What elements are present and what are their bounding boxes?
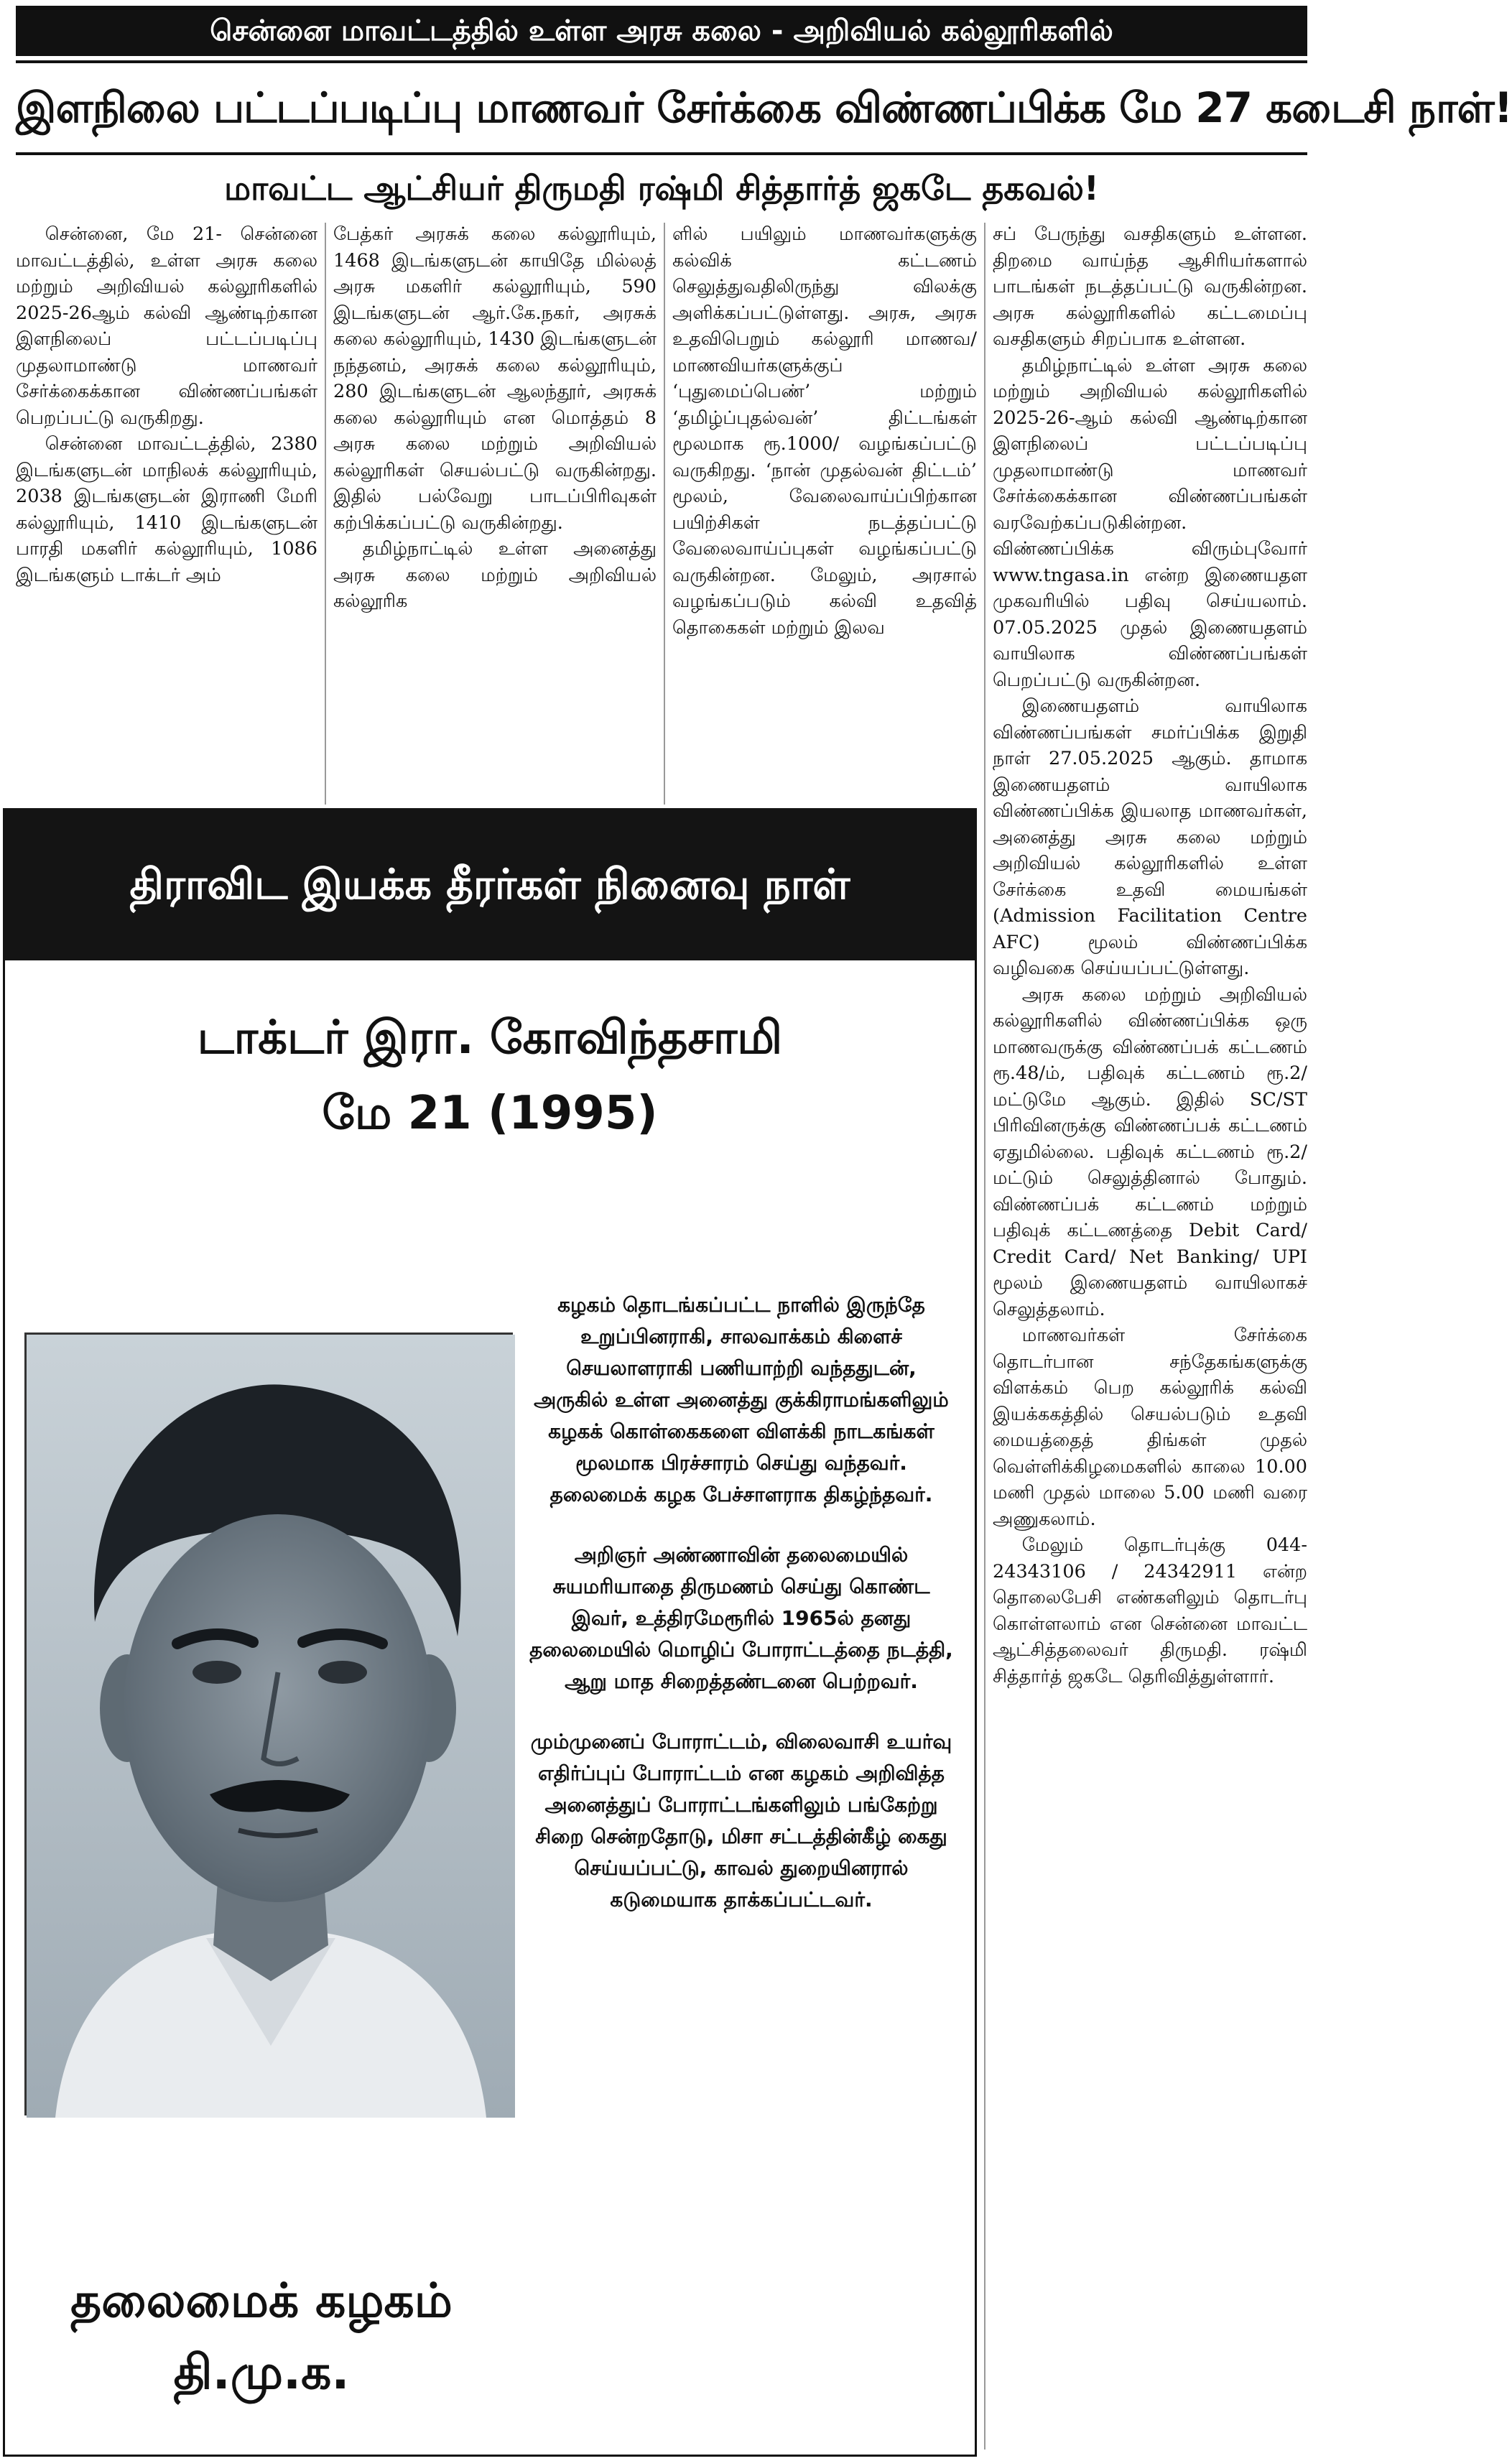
divider — [16, 152, 1307, 155]
paragraph: ளில் பயிலும் மாணவர்களுக்கு கல்விக் கட்டணம் செலுத்துவதிலிருந்து விலக்கு அளிக்கப்பட்டுள்ளது. அரசு, அரசு உதவிபெறும் கல்லூரி மாணவ/மாணவியர்களுக்குப் ‘புதுமைப்பெண்’ மற்றும் ‘தமிழ்ப்புதல்வன்’ திட்டங்கள் மூலமாக ரூ.1000/ வழங்கப்பட்டு வருகிறது. ‘நான் முதல்வன் திட்டம்’ மூலம், வேலைவாய்ப்பிற்கான பயிற்சிகள் நடத்தப்பட்டு வேலைவாய்ப்புகள் வழங்கப்பட்டு வருகின்றன. மேலும், அரசால் வழங்கப்படும் கல்வி உதவித் தொகைகள் மற்றும் இலவ — [672, 223, 977, 639]
top-banner: சென்னை மாவட்டத்தில் உள்ள அரசு கலை - அறிவியல் கல்லூரிகளில் — [16, 6, 1307, 56]
portrait-photo — [24, 1333, 513, 2115]
column-separator — [984, 223, 985, 2450]
memorial-ad-heading: திராவிட இயக்க தீரர்கள் நினைவு நாள் — [3, 808, 977, 960]
column-separator — [325, 223, 326, 805]
paragraph: அரசு கலை மற்றும் அறிவியல் கல்லூரிகளில் விண்ணப்பிக்க ஒரு மாணவருக்கு விண்ணப்பக் கட்டணம் ரூ.48/ம், பதிவுக் கட்டணம் ரூ.2/ மட்டுமே ஆகும். இதில் SC/ST பிரிவினருக்கு விண்ணப்பக் கட்டணம் ஏதுமில்லை. பதிவுக் கட்டணம் ரூ.2/ மட்டும் செலுத்தினால் போதும். விண்ணப்பக் கட்டணம் மற்றும் பதிவுக் கட்டணத்தை Debit Card/ Credit Card/ Net Banking/ UPI மூலம் இணையதளம் வாயிலாகச் செலுத்தலாம். — [993, 983, 1307, 1320]
headline: இளநிலை பட்டப்படிப்பு மாணவர் சேர்க்கை விண்ணப்பிக்க மே 27 கடைசி நாள்! — [16, 83, 1512, 132]
bio-paragraph: அறிஞர் அண்ணாவின் தலைமையில் சுயமரியாதை திருமணம் செய்து கொண்ட இவர், உத்திரமேரூரில் 1965ல் தனது தலைமையில் மொழிப் போராட்டத்தை நடத்தி, ஆறு மாத சிறைத்தண்டனை பெற்றவர். — [529, 1543, 953, 1693]
paragraph: இணையதளம் வாயிலாக விண்ணப்பங்கள் சமர்ப்பிக்க இறுதி நாள் 27.05.2025 ஆகும். தாமாக இணையதளம் வாயிலாக விண்ணப்பிக்க இயலாத மாணவர்கள், அனைத்து அரசு கலை மற்றும் அறிவியல் கல்லூரிகளில் உள்ள சேர்க்கை உதவி மையங்கள் (Admission Facilitation Centre AFC) மூலம் விண்ணப்பிக்க வழிவகை செய்யப்பட்டுள்ளது. — [993, 695, 1307, 979]
bio-paragraph: கழகம் தொடங்கப்பட்ட நாளில் இருந்தே உறுப்பினராகி, சாலவாக்கம் கிளைச் செயலாளராகி பணியாற்றி வந்ததுடன், அருகில் உள்ள அனைத்து குக்கிராமங்களிலும் கழகக் கொள்கைகளை விளக்கி நாடகங்கள் மூலமாக பிரச்சாரம் செய்து வந்தவர். தலைமைக் கழக பேச்சாளராக திகழ்ந்தவர். — [534, 1293, 949, 1506]
memorial-bio — [526, 1289, 957, 1945]
paragraph: பேத்கர் அரசுக் கலை கல்லூரியும், 1468 இடங்களுடன் காயிதே மில்லத் அரசு மகளிர் கல்லூரியும், 590 இடங்களுடன் ஆர்.கே.நகர், அரசுக் கலை கல்லூரியும், 1430 இடங்களுடன் நந்தனம், அரசுக் கலை கல்லூரியும், 280 இடங்களுடன் ஆலந்தூர், அரசுக் கலை கல்லூரியும் என மொத்தம் 8 அரசு கலை மற்றும் அறிவியல் கல்லூரிகள் செயல்பட்டு வருகின்றது. இதில் பல்வேறு பாடப்பிரிவுகள் கற்பிக்கப்பட்டு வருகின்றது. — [333, 223, 657, 534]
article-column-1 — [16, 221, 317, 805]
paragraph: சென்னை மாவட்டத்தில், 2380 இடங்களுடன் மாநிலக் கல்லூரியும், 2038 இடங்களுடன் இராணி மேரி கல்லூரியும், 1410 இடங்களுடன் பாரதி மகளிர் கல்லூரியும், 1086 இடங்களும் டாக்டர் அம் — [16, 433, 317, 586]
portrait-illustration — [27, 1335, 515, 2118]
paragraph: சென்னை, மே 21- சென்னை மாவட்டத்தில், உள்ள அரசு கலை மற்றும் அறிவியல் கல்லூரிகளில் 2025-26ஆம் கல்வி ஆண்டிற்கான இளநிலைப் பட்டப்படிப்பு முதலாமாண்டு மாணவர் சேர்க்கைக்கான விண்ணப்பங்கள் பெறப்பட்டு வருகிறது. — [16, 223, 317, 429]
paragraph: தமிழ்நாட்டில் உள்ள அனைத்து அரசு கலை மற்றும் அறிவியல் கல்லூரிக — [333, 538, 657, 612]
signature-party: தி.மு.க. — [173, 2345, 350, 2400]
paragraph: சப் பேருந்து வசதிகளும் உள்ளன. திறமை வாய்ந்த ஆசிரியர்களால் பாடங்கள் நடத்தப்பட்டு வருகின்றன. அரசு கல்லூரிகளில் கட்டமைப்பு வசதிகளும் சிறப்பாக உள்ளன. — [993, 223, 1307, 350]
bio-paragraph: மும்முனைப் போராட்டம், விலைவாசி உயர்வு எதிர்ப்புப் போராட்டம் என கழகம் அறிவித்த அனைத்துப் போராட்டங்களிலும் பங்கேற்று சிறை சென்றதோடு, மிசா சட்டத்தின்கீழ் கைது செய்யப்பட்டு, காவல் துறையினரால் கடுமையாக தாக்கப்பட்டவர். — [530, 1730, 952, 1911]
divider — [16, 60, 1307, 63]
signature-organisation: தலைமைக் கழகம் — [70, 2273, 453, 2328]
subheadline: மாவட்ட ஆட்சியர் திருமதி ரஷ்மி சித்தார்த் ஜகடே தகவல்! — [224, 169, 1099, 208]
column-separator — [664, 223, 665, 805]
article-column-4 — [993, 221, 1307, 2455]
paragraph: மேலும் தொடர்புக்கு 044-24343106 / 24342911 என்ற தொலைபேசி எண்களிலும் தொடர்பு கொள்ளலாம் என சென்னை மாவட்ட ஆட்சித்தலைவர் திருமதி. ரஷ்மி சித்தார்த் ஜகடே தெரிவித்துள்ளார். — [993, 1534, 1307, 1687]
memorial-date: மே 21 (1995) — [322, 1087, 658, 1140]
article-column-2 — [333, 221, 657, 805]
paragraph: மாணவர்கள் சேர்க்கை தொடர்பான சந்தேகங்களுக்கு விளக்கம் பெற கல்லூரிக் கல்வி இயக்ககத்தில் செயல்படும் உதவி மையத்தைத் திங்கள் முதல் வெள்ளிக்கிழமைகளில் காலை 10.00 மணி முதல் மாலை 5.00 மணி வரை அணுகலாம். — [993, 1325, 1307, 1530]
memorial-person-name: டாக்டர் இரா. கோவிந்தசாமி — [197, 1011, 783, 1065]
article-column-3 — [672, 221, 977, 805]
paragraph: தமிழ்நாட்டில் உள்ள அரசு கலை மற்றும் அறிவியல் கல்லூரிகளில் 2025-26-ஆம் கல்வி ஆண்டிற்கான இளநிலைப் பட்டப்படிப்பு முதலாமாண்டு மாணவர் சேர்க்கைக்கான விண்ணப்பங்கள் வரவேற்கப்படுகின்றன. விண்ணப்பிக்க விரும்புவோர் www.tngasa.in என்ற இணையதள முகவரியில் பதிவு செய்யலாம். 07.05.2025 முதல் இணையதளம் வாயிலாக விண்ணப்பங்கள் பெறப்பட்டு வருகின்றன. — [993, 354, 1307, 691]
